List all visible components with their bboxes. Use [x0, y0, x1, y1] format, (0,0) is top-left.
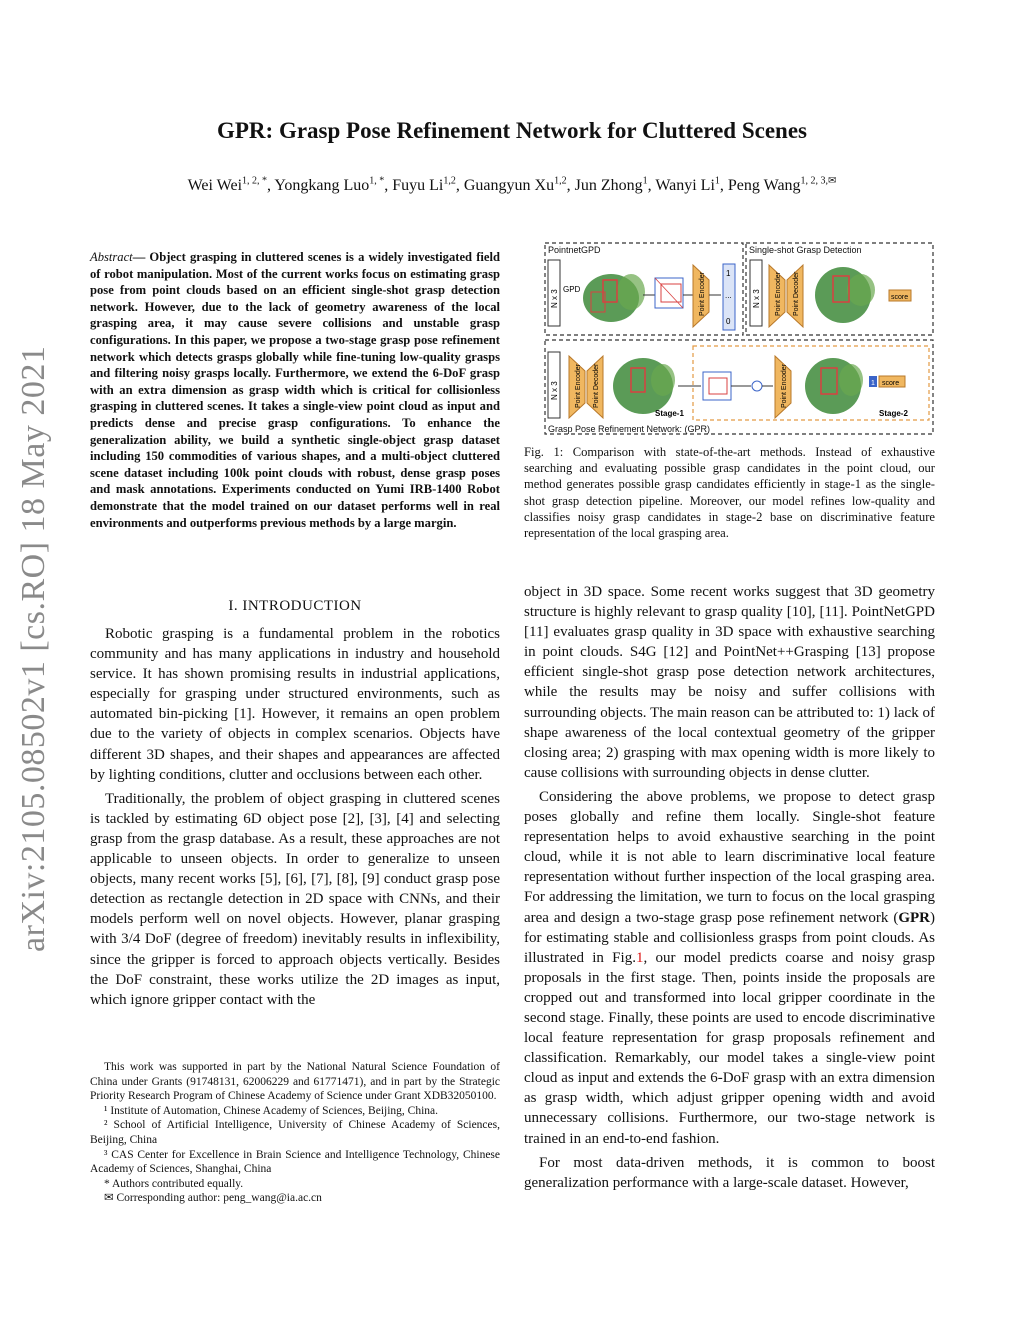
vector-one: 1	[726, 269, 731, 278]
score-label-1: score	[891, 294, 909, 301]
nx3-label-2: N x 3	[752, 289, 761, 308]
footnote: * Authors contributed equally.	[104, 1177, 244, 1190]
point-cloud-image-1	[583, 274, 645, 322]
point-decoder-label-3: Point Decoder	[593, 363, 600, 408]
paper-title: GPR: Grasp Pose Refinement Network for Cluttered Scenes	[216, 118, 807, 143]
point-cloud-image-2	[815, 267, 875, 323]
nx3-label: N x 3	[550, 289, 559, 308]
concat-node	[752, 381, 762, 391]
figure-1	[543, 240, 935, 436]
right-column-body	[524, 582, 935, 1193]
point-encoder-label: Point Encoder	[699, 272, 706, 316]
author: Wanyi Li$^1$,	[655, 176, 728, 195]
left-column-body	[90, 624, 500, 1010]
author: Fuyu Li$^{1,2}$,	[392, 176, 464, 195]
fig-ref-link[interactable]: 1	[635, 949, 644, 966]
stage1-label: Stage-1	[655, 409, 684, 418]
point-encoder-label-4: Point Encoder	[781, 364, 788, 408]
figure-caption: Fig. 1: Comparison with state-of-the-art methods. Instead of exhaustive searching and evaluating possible grasp candidates in the point cloud, our method generates possible grasp candidates efficiently in stage-1 as the single-shot grasp detection pipeline. Moreover, our model refines low-quality and classifies noisy grasp candidates in stage-2 base on discriminative feature representation of the local grasping area.	[524, 445, 935, 541]
author: Wei Wei$^{1, 2, *}$,	[187, 176, 275, 195]
abstract	[90, 249, 500, 531]
point-cloud-image-3	[613, 358, 675, 414]
author-list	[0, 176, 1024, 195]
label-pointnetgpd: PointnetGPD	[548, 245, 601, 255]
abstract-text: — Object grasping in cluttered scenes is a widely investigated field of robot manipulation. Most of the current works focus on estimating grasp pose from point clouds based on an efficient single-shot grasp detection network. However, due to the lack of geometry awareness of the local grasping area, it may cause severe collisions and unstable grasp configurations. In this paper, we propose a two-stage grasp pose refinement network which detects grasps globally while fine-tuning low-quality grasps and filtering noisy grasps locally. Furthermore, we extend the 6-DoF grasp with an extra dimension as grasp width which is critical for collisionless grasping in cluttered scenes. It takes a single-view point cloud as input and predicts dense and precise grasp configurations. To enhance the generalization ability, we build a synthetic single-object grasp dataset including 150 commodities of various shapes, and a multi-object cluttered scene dataset including 100k point clouds with robust, dense grasp poses and mask annotations. Experiments conducted on Yumi IRB-1400 Robot demonstrate that the model trained on our dataset performs well in real environments and outperforms previous methods by a large margin.	[90, 250, 500, 530]
section-heading: I. INTRODUCTION	[228, 598, 362, 614]
footnote: This work was supported in part by the National Natural Science Foundation of China under Grants (91748131, 62006229 and 61771471), and in part by the Strategic Priority Research Program of Chinese Academy of Science under Grant XDB32050100.	[90, 1061, 500, 1103]
point-encoder-label-3: Point Encoder	[575, 364, 582, 408]
paragraph: Considering the above problems, we propose to detect grasp poses globally and refine them locally. Single-shot feature representation helps to avoid exhaustive searching in the point cloud, while it is not able to learn discriminative local feature representation without further inspection of the local grasping area. For addressing the limitation, we turn to focus on the local grasping area and design a two-stage grasp pose refinement network (GPR) for estimating stable and collisionless grasps from point clouds. As illustrated in Fig.1, our model predicts coarse and noisy grasp proposals in the first stage. Then, points inside the proposals are cropped out and transformed into local gripper coordinate in the second stage. Finally, these points are used to encode discriminative local feature representation for grasp proposals refinement and classification. Remarkably, our model takes a single-view point cloud as input and extends the 6-DoF grasp with an extra dimension as grasp width, which adjust gripper opening width and avoid unnecessary collisions. Furthermore, our two-stage network is trained in an end-to-end fashion.	[524, 788, 935, 1147]
nx3-label-3: N x 3	[550, 381, 559, 400]
vector-dots: ...	[725, 291, 732, 300]
footnotes	[90, 1060, 500, 1206]
author: Jun Zhong$^1$,	[574, 176, 656, 195]
footnote: ✉ Corresponding author: peng_wang@ia.ac.cn	[104, 1192, 322, 1205]
paragraph: Robotic grasping is a fundamental problem in the robotics community and has many applications in industry and household service. It has shown promising results in industrial applications, especially for grasping under structured environments, such as automated bin-picking [1]. However, it remains an open problem due to the variety of objects in complex scenarios. Objects have different 3D shapes, and their shapes and appearances are affected by lighting conditions, clutter and occlusions between each other.	[90, 626, 500, 783]
author: Yongkang Luo$^{1, *}$,	[274, 176, 393, 195]
footnote: ³ CAS Center for Excellence in Brain Science and Intelligence Technology, Chinese Academy of Sciences, Shanghai, China	[90, 1148, 500, 1176]
point-cloud-image-4	[805, 358, 863, 414]
gripper-points-image-2	[703, 372, 731, 400]
stage2-label: Stage-2	[879, 409, 908, 418]
gripper-points-image	[655, 278, 683, 308]
point-decoder-label-2: Point Decoder	[793, 271, 800, 316]
label-gpr: Grasp Pose Refinement Network: (GPR)	[548, 424, 711, 434]
gpd-label: GPD	[563, 285, 581, 294]
point-encoder-label-2: Point Encoder	[775, 272, 782, 316]
paragraph: object in 3D space. Some recent works suggest that 3D geometry structure is highly relevant to grasp quality [10], [11]. PointNetGPD [11] evaluates grasp quality in 3D space with exhaustive searching in point clouds. S4G [12] and PointNet++Grasping [13] propose efficient single-shot grasp pose detection network architectures, while the results may be noisy and suffer collisions with surrounding objects. The main reason can be attributed to: 1) lack of shape awareness of the local contextual geometry of the gripper closing area; 2) grasping with max opening width is more likely to cause collisions with surrounding objects in dense clutter.	[524, 584, 935, 781]
arxiv-stamp: arXiv:2105.08502v1 [cs.RO] 18 May 2021	[15, 345, 52, 952]
footnote: ² School of Artificial Intelligence, University of Chinese Academy of Sciences, Beijing, China	[90, 1119, 500, 1146]
vector-zero: 0	[726, 317, 731, 326]
paragraph: For most data-driven methods, it is common to boost generalization performance with a large-scale dataset. However,	[524, 1154, 935, 1191]
one-label: 1	[871, 380, 875, 387]
score-label-2: score	[882, 380, 900, 387]
abstract-label: Abstract	[90, 250, 133, 264]
author: Guangyun Xu$^{1,2}$,	[463, 176, 575, 195]
label-single-shot: Single-shot Grasp Detection	[749, 245, 862, 255]
paragraph: Traditionally, the problem of object grasping in cluttered scenes is tackled by estimating 6D object pose [2], [3], [4] and selecting grasp from the grasp database. As a result, these approaches are not applicable to unseen objects. In order to generalize to unseen objects, many recent works [5], [6], [7], [8], [9] conduct grasp pose detection as rectangle detection in 2D space with CNNs, and their models perform well on novel objects. However, planar grasping with 3/4 DoF (degree of freedom) inevitably results in inflexibility, since the gripper is forced to approach objects vertically. Besides the DoF constraint, these works utilize the 2D images as input, which ignore gripper contact with the	[90, 790, 500, 1008]
footnote: ¹ Institute of Automation, Chinese Academy of Sciences, Beijing, China.	[104, 1104, 439, 1117]
author: Peng Wang$^{1, 2, 3,✉}$	[727, 176, 837, 195]
gpr-bold: GPR	[898, 909, 930, 926]
